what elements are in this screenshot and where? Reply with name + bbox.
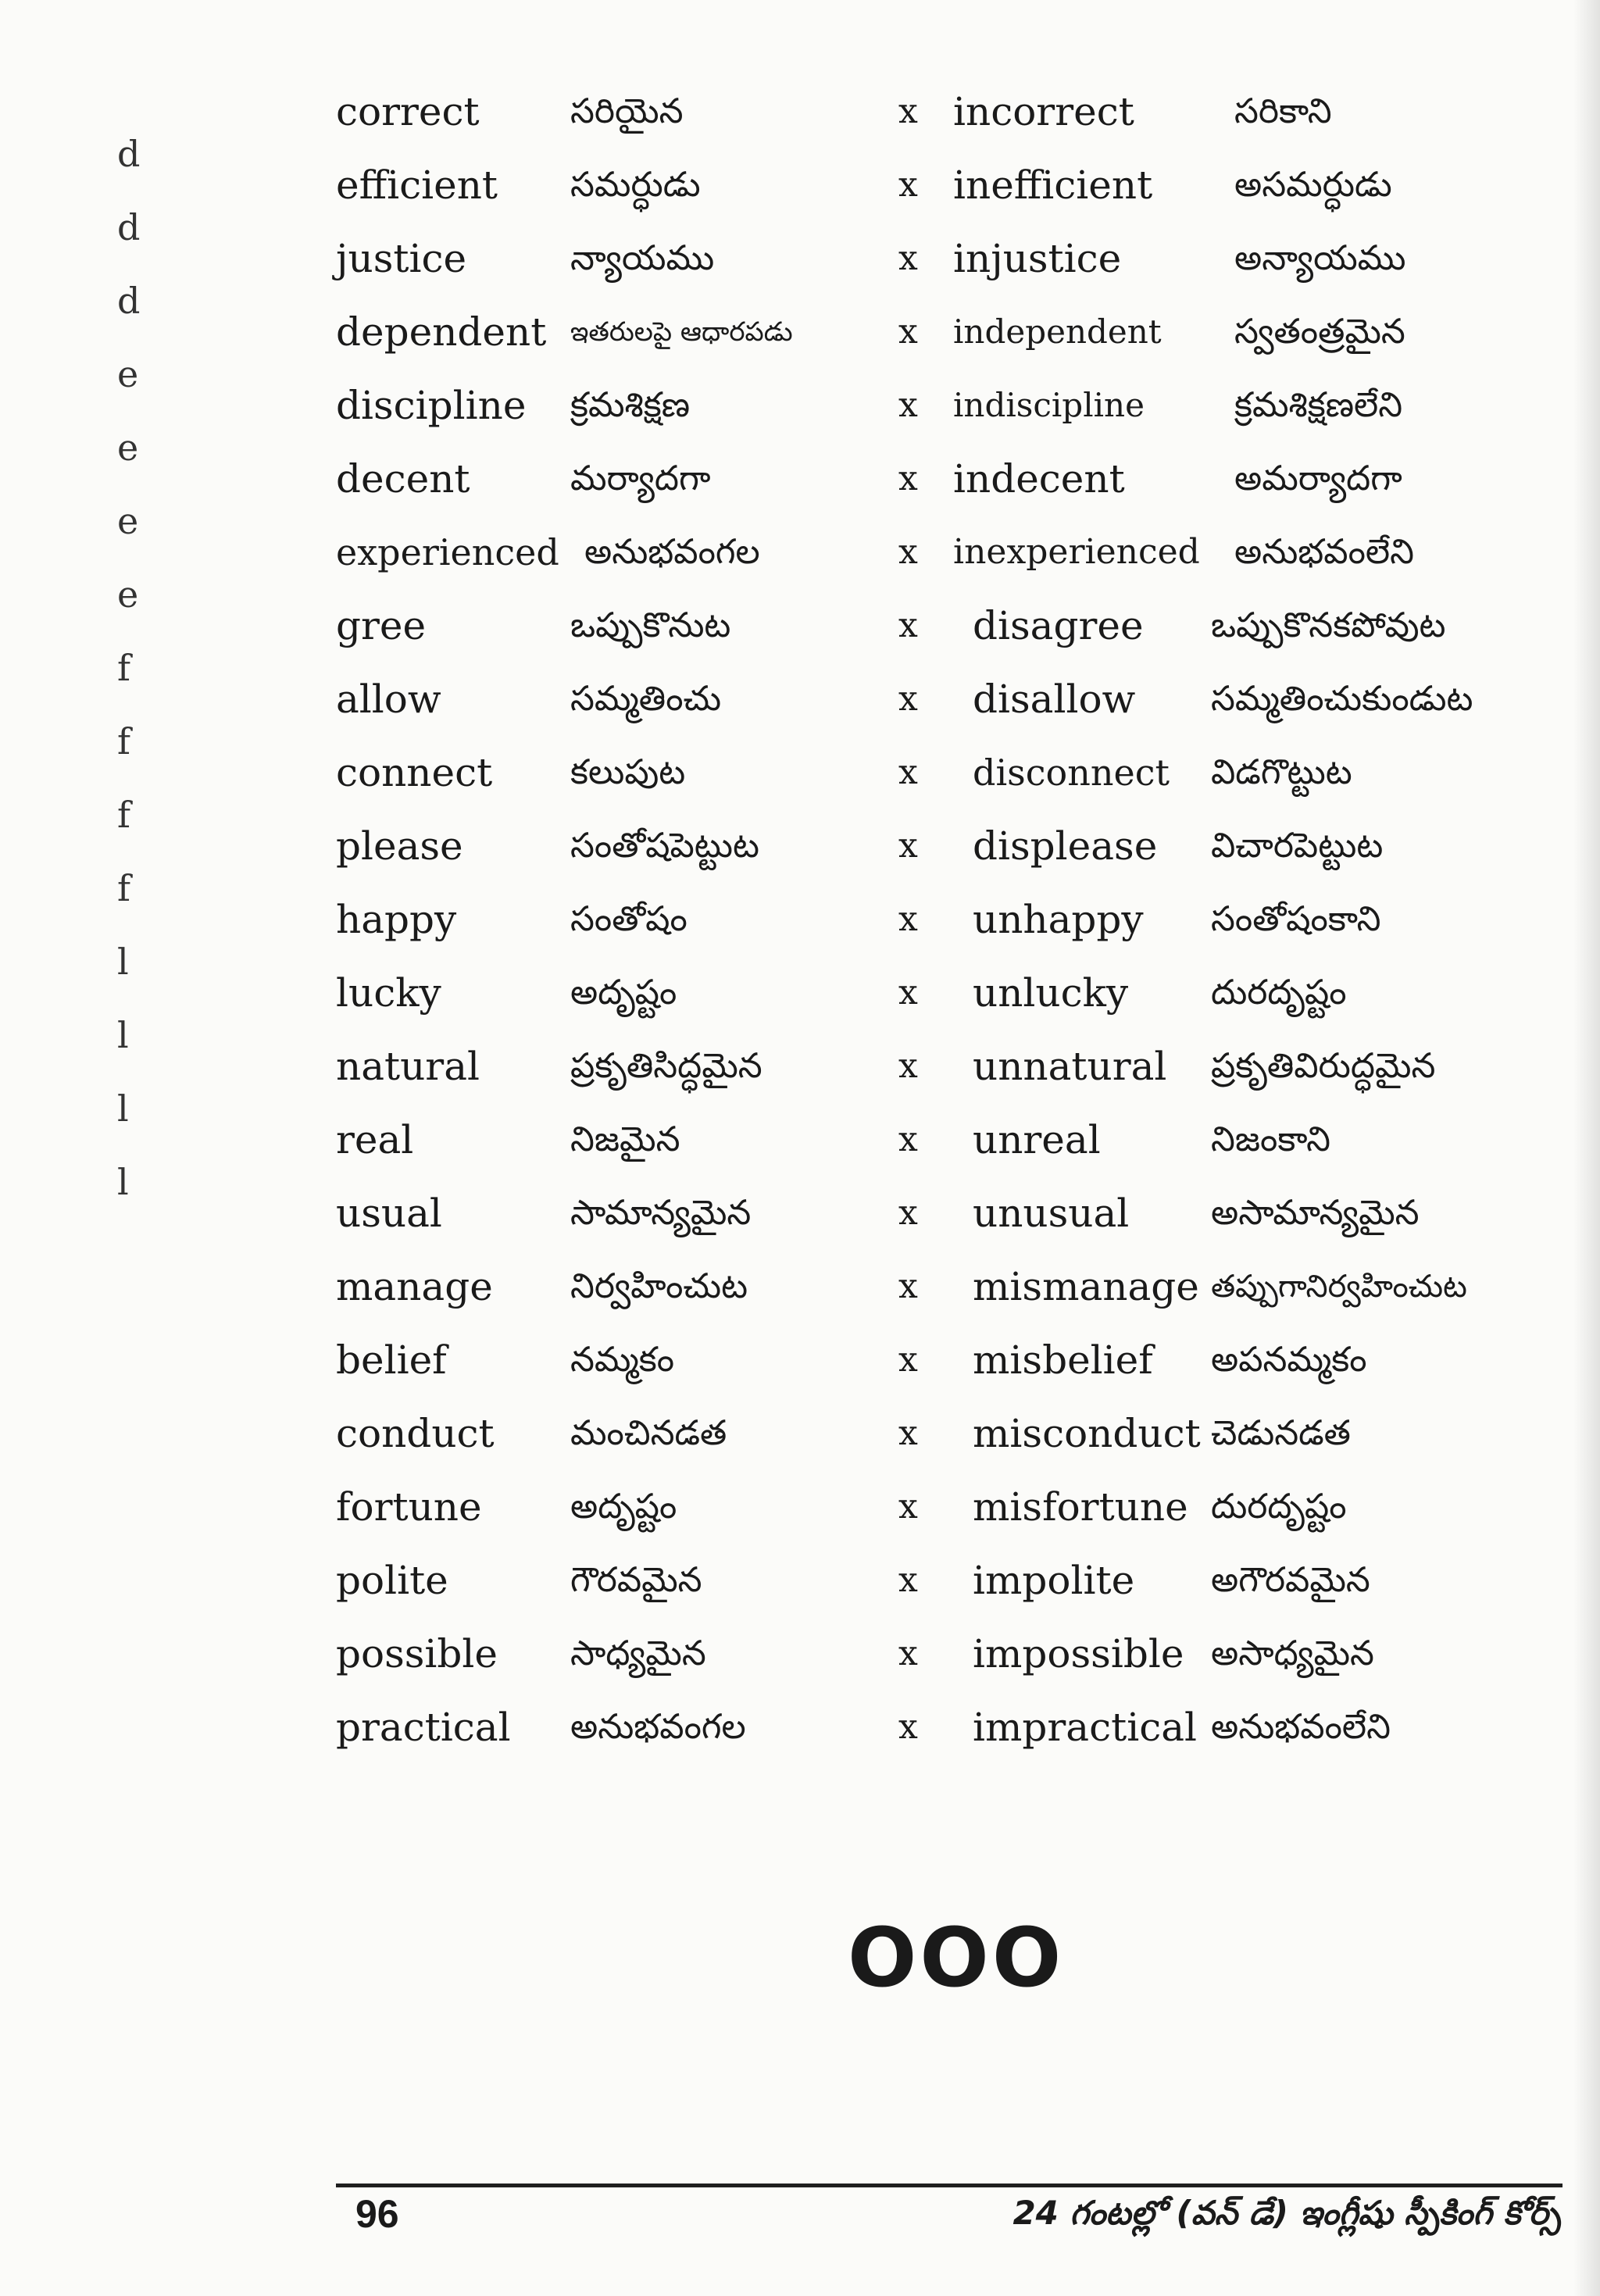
english-word: gree [336, 603, 427, 648]
telugu-meaning: అనుభవంగల [584, 532, 760, 572]
table-row [336, 295, 1570, 369]
telugu-meaning: నమ్మకం [570, 1340, 675, 1380]
separator-x: x [898, 973, 918, 1012]
telugu-meaning: సమర్ధుడు [570, 165, 701, 205]
english-word: practical [336, 1705, 511, 1750]
separator-x: x [898, 752, 918, 792]
margin-letter: f [117, 794, 131, 836]
english-word: conduct [336, 1411, 495, 1456]
table-row [336, 1544, 1570, 1617]
english-word: possible [336, 1631, 498, 1676]
telugu-opposite: అసామాన్యమైన [1211, 1193, 1420, 1233]
margin-letter: f [117, 720, 131, 762]
separator-x: x [898, 165, 918, 205]
english-opposite: misconduct [973, 1411, 1201, 1456]
telugu-meaning: ఒప్పుకొనుట [570, 605, 731, 645]
separator-x: x [898, 826, 918, 866]
english-word: polite [336, 1558, 448, 1603]
english-opposite: indiscipline [953, 386, 1145, 424]
english-opposite: indecent [953, 456, 1125, 502]
separator-x: x [898, 1487, 918, 1527]
telugu-opposite: ప్రకృతివిరుద్ధమైన [1211, 1046, 1436, 1086]
table-row [336, 1103, 1570, 1177]
margin-letter: e [117, 427, 139, 469]
telugu-meaning: సాధ్యమైన [570, 1634, 706, 1673]
telugu-opposite: సరికాని [1234, 91, 1332, 131]
separator-x: x [898, 1340, 918, 1380]
margin-letter: e [117, 500, 139, 542]
telugu-meaning: మర్యాదగా [570, 459, 711, 498]
table-row [336, 1030, 1570, 1103]
telugu-meaning: మంచినడత [570, 1413, 727, 1453]
separator-x: x [898, 899, 918, 939]
english-word: allow [336, 677, 441, 722]
english-word: decent [336, 456, 470, 502]
english-word: fortune [336, 1484, 482, 1530]
antonym-table [336, 75, 1570, 1764]
english-word: connect [336, 750, 493, 795]
table-row [336, 1617, 1570, 1691]
margin-letter: d [117, 206, 141, 248]
telugu-meaning: నిర్వహించుట [570, 1266, 748, 1306]
table-row [336, 1691, 1570, 1764]
english-opposite: disallow [973, 677, 1136, 722]
english-opposite: mismanage [973, 1264, 1199, 1309]
left-margin-letters [117, 117, 148, 1219]
english-opposite: incorrect [953, 89, 1134, 134]
english-opposite: injustice [953, 236, 1122, 281]
telugu-opposite: అమర్యాదగా [1234, 459, 1402, 498]
telugu-meaning: సామాన్యమైన [570, 1193, 752, 1233]
margin-letter: l [117, 1087, 129, 1130]
telugu-opposite: అపనమ్మకం [1211, 1340, 1367, 1380]
english-opposite: inexperienced [953, 532, 1200, 572]
separator-x: x [898, 605, 918, 645]
telugu-opposite: తప్పుగానిర్వహించుట [1211, 1269, 1467, 1305]
margin-letter: f [117, 647, 131, 689]
table-row [336, 369, 1570, 442]
table-row [336, 1177, 1570, 1250]
english-word: experienced [336, 531, 559, 573]
table-row [336, 883, 1570, 956]
telugu-meaning: అదృష్టం [570, 973, 677, 1012]
english-opposite: unnatural [973, 1044, 1167, 1089]
separator-x: x [898, 532, 918, 572]
margin-letter: d [117, 280, 141, 322]
telugu-opposite: దురదృష్టం [1211, 973, 1347, 1012]
table-row [336, 1397, 1570, 1470]
english-word: belief [336, 1337, 447, 1383]
english-opposite: disagree [973, 603, 1144, 648]
english-opposite: unreal [973, 1117, 1101, 1162]
separator-x: x [898, 1046, 918, 1086]
telugu-opposite: అనుభవంలేని [1211, 1707, 1391, 1747]
separator-x: x [898, 1266, 918, 1306]
page-number: 96 [355, 2192, 399, 2236]
english-opposite: unlucky [973, 970, 1129, 1016]
telugu-opposite: అసాధ్యమైన [1211, 1634, 1374, 1673]
telugu-opposite: విడగొట్టుట [1211, 752, 1352, 792]
english-opposite: impolite [973, 1558, 1135, 1603]
separator-x: x [898, 385, 918, 425]
margin-letter: f [117, 867, 131, 909]
telugu-meaning: సంతోషం [570, 899, 688, 939]
table-row [336, 148, 1570, 222]
english-opposite: inefficient [953, 162, 1153, 208]
telugu-meaning: ఇతరులపై ఆధారపడు [570, 316, 793, 348]
table-row [336, 662, 1570, 736]
telugu-opposite: స్వతంత్రమైన [1234, 312, 1405, 352]
english-opposite: impossible [973, 1631, 1184, 1676]
margin-letter: l [117, 1161, 129, 1203]
telugu-meaning: న్యాయము [570, 238, 715, 278]
separator-x: x [898, 679, 918, 719]
english-word: usual [336, 1191, 442, 1236]
english-opposite: unusual [973, 1191, 1130, 1236]
telugu-meaning: నిజమైన [570, 1119, 680, 1159]
telugu-opposite: క్రమశిక్షణలేని [1234, 385, 1403, 425]
separator-x: x [898, 312, 918, 352]
footer-rule [336, 2184, 1562, 2187]
english-word: lucky [336, 970, 441, 1016]
table-row [336, 442, 1570, 516]
margin-letter: l [117, 1014, 129, 1056]
table-row [336, 956, 1570, 1030]
separator-x: x [898, 238, 918, 278]
separator-x: x [898, 91, 918, 131]
telugu-opposite: సమ్మతించుకుండుట [1211, 679, 1473, 719]
english-word: real [336, 1117, 414, 1162]
separator-x: x [898, 1707, 918, 1747]
english-opposite: misbelief [973, 1337, 1153, 1383]
separator-x: x [898, 1193, 918, 1233]
telugu-meaning: సంతోషపెట్టుట [570, 826, 759, 866]
telugu-meaning: గౌరవమైన [570, 1560, 702, 1600]
telugu-opposite: దురదృష్టం [1211, 1487, 1347, 1527]
telugu-opposite: విచారపెట్టుట [1211, 826, 1384, 866]
english-opposite: disconnect [973, 752, 1170, 794]
separator-x: x [898, 459, 918, 498]
table-row [336, 516, 1570, 589]
running-title: 24 గంటల్లో (వన్ డే) ఇంగ్లీషు స్పీకింగ్ కోర్స్ [1012, 2194, 1561, 2232]
telugu-opposite: అగౌరవమైన [1211, 1560, 1370, 1600]
separator-x: x [898, 1634, 918, 1673]
table-row [336, 809, 1570, 883]
table-row [336, 736, 1570, 809]
separator-x: x [898, 1560, 918, 1600]
table-row [336, 1250, 1570, 1323]
table-row [336, 1323, 1570, 1397]
english-word: correct [336, 89, 480, 134]
english-word: manage [336, 1264, 493, 1309]
english-word: happy [336, 897, 457, 942]
telugu-meaning: క్రమశిక్షణ [570, 385, 691, 425]
margin-letter: e [117, 353, 139, 395]
english-opposite: misfortune [973, 1484, 1188, 1530]
english-opposite: unhappy [973, 897, 1144, 942]
telugu-meaning: అదృష్టం [570, 1487, 677, 1527]
telugu-opposite: సంతోషంకాని [1211, 899, 1381, 939]
section-end-mark: OOO [848, 1910, 1065, 2005]
english-opposite: independent [953, 312, 1162, 351]
english-word: please [336, 823, 463, 869]
margin-letter: e [117, 573, 139, 616]
telugu-meaning: ప్రకృతిసిద్ధమైన [570, 1046, 762, 1086]
telugu-opposite: ఒప్పుకొనకపోవుట [1211, 605, 1446, 645]
telugu-meaning: కలుపుట [570, 752, 686, 792]
english-word: justice [336, 236, 467, 281]
english-opposite: impractical [973, 1705, 1198, 1750]
telugu-meaning: సమ్మతించు [570, 679, 722, 719]
table-row [336, 589, 1570, 662]
english-word: discipline [336, 383, 527, 428]
english-word: dependent [336, 309, 547, 355]
telugu-meaning: సరియైన [570, 91, 684, 131]
telugu-opposite: అన్యాయము [1234, 238, 1406, 278]
separator-x: x [898, 1413, 918, 1453]
telugu-opposite: చెడునడత [1211, 1413, 1351, 1453]
margin-letter: d [117, 133, 141, 175]
telugu-opposite: నిజంకాని [1211, 1119, 1331, 1159]
english-word: efficient [336, 162, 498, 208]
telugu-opposite: అసమర్ధుడు [1234, 165, 1392, 205]
table-row [336, 1470, 1570, 1544]
table-row [336, 222, 1570, 295]
telugu-meaning: అనుభవంగల [570, 1707, 746, 1747]
telugu-opposite: అనుభవంలేని [1234, 532, 1414, 572]
separator-x: x [898, 1119, 918, 1159]
page-edge-shadow [1573, 0, 1600, 2296]
table-row [336, 75, 1570, 148]
english-word: natural [336, 1044, 480, 1089]
english-opposite: displease [973, 823, 1158, 869]
margin-letter: l [117, 941, 129, 983]
